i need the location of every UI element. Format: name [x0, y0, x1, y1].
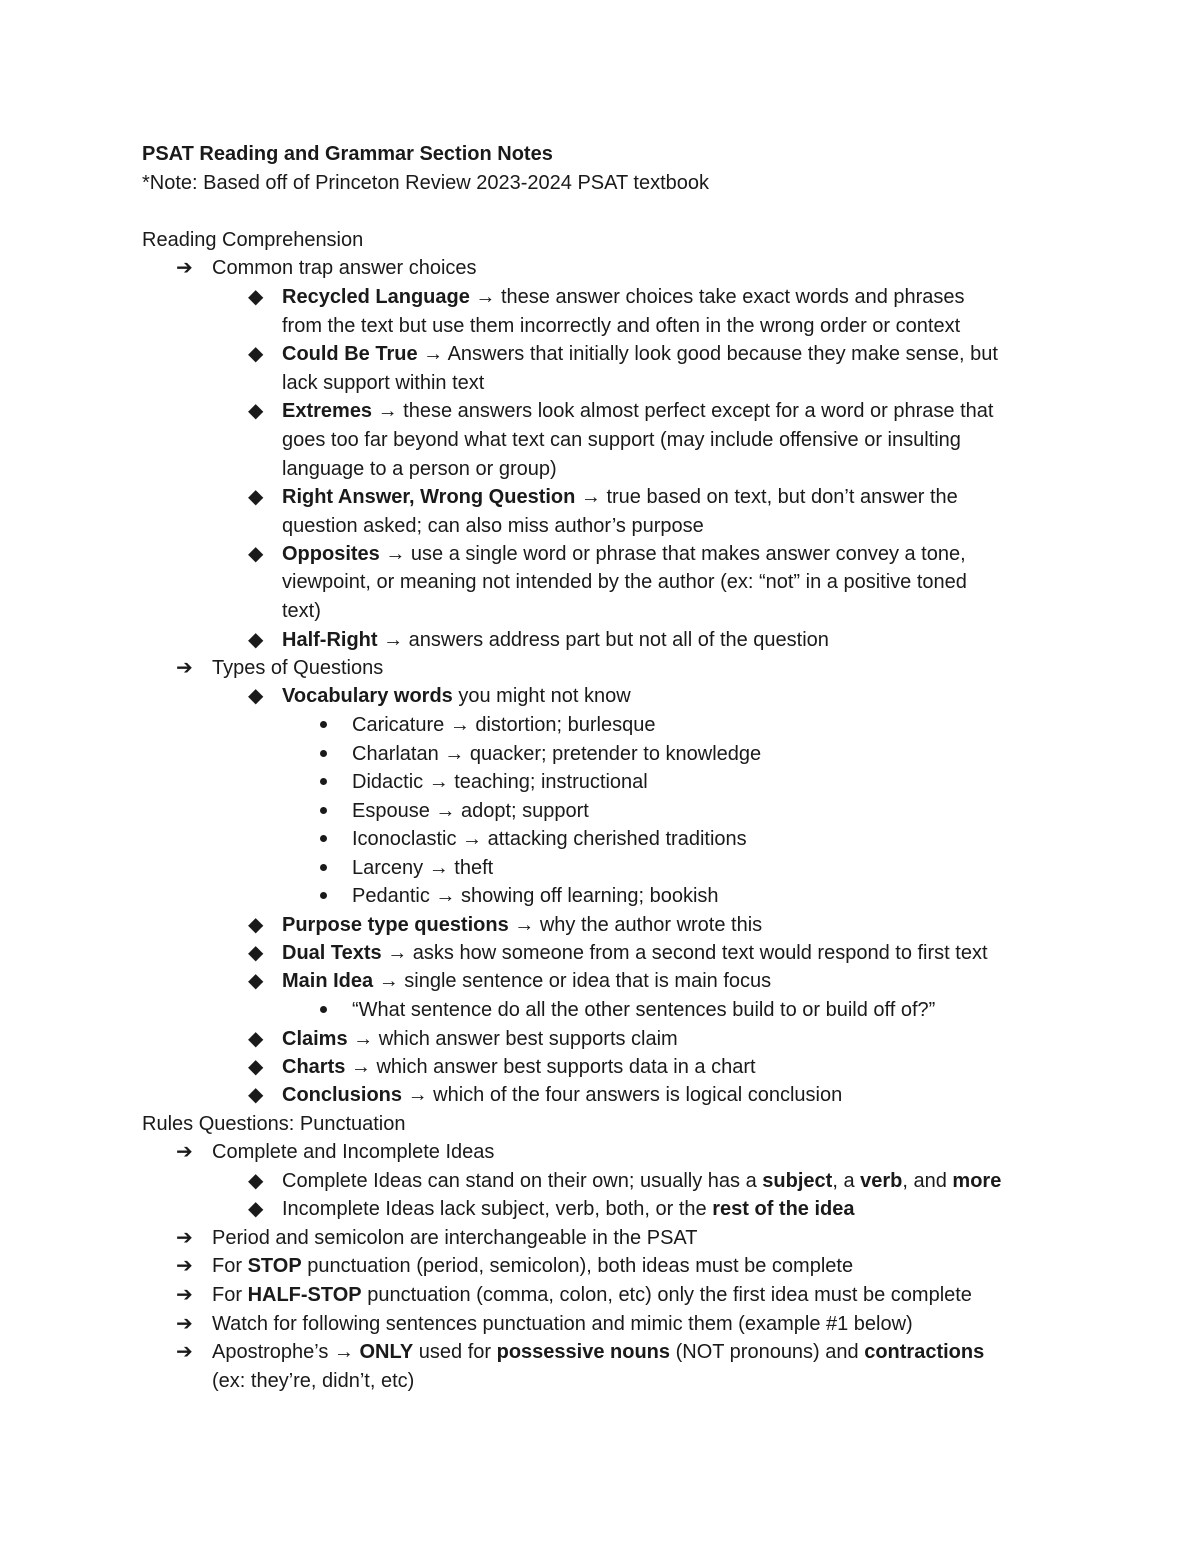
section-heading-punctuation: Rules Questions: Punctuation [142, 1113, 406, 1135]
diamond-bullet-icon: ◆ [248, 942, 264, 964]
vocab-item: Pedantic → showing off learning; bookish [352, 885, 719, 907]
list-item: Complete and Incomplete Ideas [212, 1141, 495, 1163]
arrow-icon: ➔ [176, 1341, 193, 1363]
arrow-icon: ➔ [176, 657, 193, 679]
arrow-icon: ➔ [176, 1141, 193, 1163]
list-item: Dual Texts → asks how someone from a second text would respond to first text [282, 942, 988, 964]
diamond-bullet-icon: ◆ [248, 486, 264, 508]
dot-bullet-icon [320, 1006, 327, 1013]
diamond-bullet-icon: ◆ [248, 343, 264, 365]
arrow-icon: ➔ [176, 257, 193, 279]
diamond-bullet-icon: ◆ [248, 970, 264, 992]
dot-bullet-icon [320, 750, 327, 757]
arrow-icon: ➔ [176, 1255, 193, 1277]
document-title: PSAT Reading and Grammar Section Notes [142, 143, 553, 165]
arrow-icon: ➔ [176, 1313, 193, 1335]
list-item: Apostrophe’s → ONLY used for possessive nouns (NOT pronouns) and contractions [212, 1341, 985, 1363]
list-item-continuation: (ex: they’re, didn’t, etc) [212, 1370, 415, 1392]
dot-bullet-icon [320, 835, 327, 842]
list-item: Claims → which answer best supports claim [282, 1028, 678, 1050]
arrow-icon: ➔ [176, 1284, 193, 1306]
dot-bullet-icon [320, 778, 327, 785]
vocab-item: Charlatan → quacker; pretender to knowledge [352, 743, 762, 765]
diamond-bullet-icon: ◆ [248, 1198, 264, 1220]
dot-bullet-icon [320, 864, 327, 871]
diamond-bullet-icon: ◆ [248, 1084, 264, 1106]
list-item: For HALF-STOP punctuation (comma, colon, etc) only the first idea must be complete [212, 1284, 972, 1306]
source-note: *Note: Based off of Princeton Review 2023-2024 PSAT textbook [142, 172, 710, 194]
diamond-bullet-icon: ◆ [248, 543, 264, 565]
list-item: Period and semicolon are interchangeable in the PSAT [212, 1227, 698, 1249]
dot-bullet-icon [320, 807, 327, 814]
section-heading-reading: Reading Comprehension [142, 229, 364, 251]
diamond-bullet-icon: ◆ [248, 400, 264, 422]
diamond-bullet-icon: ◆ [248, 629, 264, 651]
list-item-continuation: lack support within text [282, 372, 485, 394]
list-item-continuation: from the text but use them incorrectly and often in the wrong order or context [282, 315, 961, 337]
list-item-continuation: goes too far beyond what text can support (may include offensive or insulting [282, 429, 961, 451]
list-item: Watch for following sentences punctuation and mimic them (example #1 below) [212, 1313, 913, 1335]
list-item: Conclusions → which of the four answers is logical conclusion [282, 1084, 843, 1106]
list-item: Purpose type questions → why the author wrote this [282, 914, 763, 936]
list-item: Complete Ideas can stand on their own; usually has a subject, a verb, and more [282, 1170, 1002, 1192]
arrow-icon: ➔ [176, 1227, 193, 1249]
list-subitem: “What sentence do all the other sentences build to or build off of?” [352, 999, 936, 1021]
list-item-continuation: language to a person or group) [282, 458, 557, 480]
vocab-item: Larceny → theft [352, 857, 494, 879]
list-item: Incomplete Ideas lack subject, verb, both, or the rest of the idea [282, 1198, 855, 1220]
diamond-bullet-icon: ◆ [248, 685, 264, 707]
list-item: Types of Questions [212, 657, 384, 679]
list-item-continuation: viewpoint, or meaning not intended by the author (ex: “not” in a positive toned [282, 571, 967, 593]
list-item: Could Be True → Answers that initially look good because they make sense, but [282, 343, 998, 365]
list-item: Vocabulary words you might not know [282, 685, 631, 707]
list-item: For STOP punctuation (period, semicolon), both ideas must be complete [212, 1255, 854, 1277]
list-item: Main Idea → single sentence or idea that is main focus [282, 970, 772, 992]
list-item: Recycled Language → these answer choices take exact words and phrases [282, 286, 965, 308]
list-item: Common trap answer choices [212, 257, 477, 279]
diamond-bullet-icon: ◆ [248, 1028, 264, 1050]
dot-bullet-icon [320, 721, 327, 728]
vocab-item: Espouse → adopt; support [352, 800, 589, 822]
vocab-item: Iconoclastic → attacking cherished traditions [352, 828, 747, 850]
vocab-item: Caricature → distortion; burlesque [352, 714, 656, 736]
diamond-bullet-icon: ◆ [248, 914, 264, 936]
list-item: Extremes → these answers look almost perfect except for a word or phrase that [282, 400, 994, 422]
list-item: Right Answer, Wrong Question → true based on text, but don’t answer the [282, 486, 958, 508]
list-item-continuation: text) [282, 600, 321, 622]
list-item: Half-Right → answers address part but not all of the question [282, 629, 829, 651]
list-item-continuation: question asked; can also miss author’s purpose [282, 515, 704, 537]
diamond-bullet-icon: ◆ [248, 1056, 264, 1078]
list-item: Charts → which answer best supports data in a chart [282, 1056, 756, 1078]
vocab-item: Didactic → teaching; instructional [352, 771, 648, 793]
list-item: Opposites → use a single word or phrase that makes answer convey a tone, [282, 543, 966, 565]
diamond-bullet-icon: ◆ [248, 1170, 264, 1192]
dot-bullet-icon [320, 892, 327, 899]
diamond-bullet-icon: ◆ [248, 286, 264, 308]
